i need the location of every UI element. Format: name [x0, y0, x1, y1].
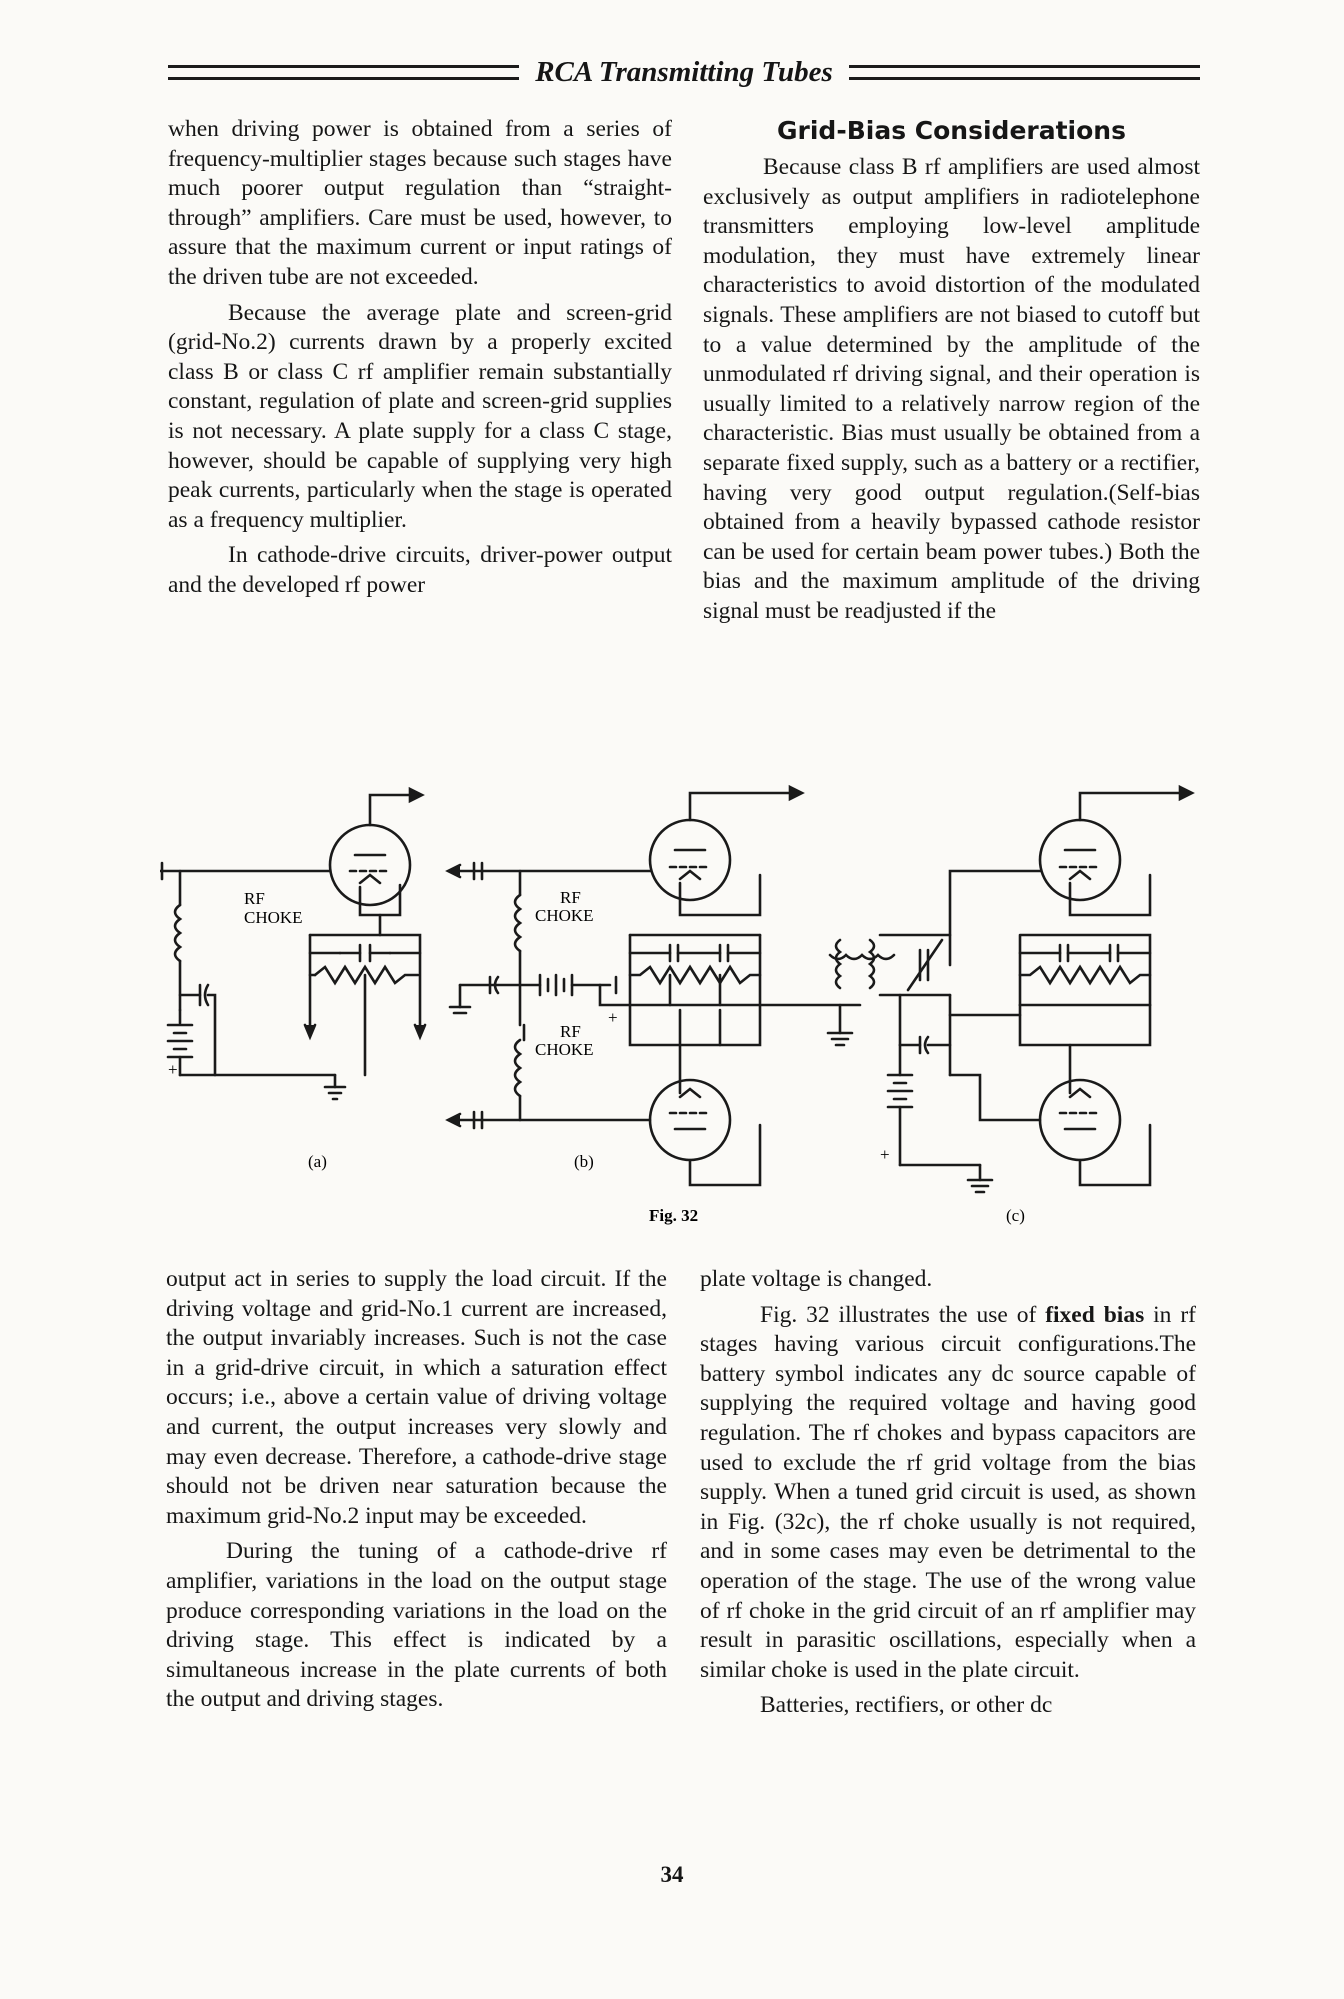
- left-column-top: [168, 115, 672, 601]
- paragraph: Batteries, rectifiers, or other dc: [760, 1692, 1053, 1719]
- label-choke-b2: CHOKE: [535, 1040, 594, 1059]
- label-choke-a: CHOKE: [244, 908, 303, 927]
- section-heading: Grid-Bias Considerations: [777, 116, 1126, 145]
- battery-c: [888, 1045, 912, 1165]
- label-rf-b2: RF: [560, 1022, 581, 1041]
- right-column-top: [703, 115, 1200, 627]
- paragraph: [700, 1301, 1196, 1686]
- label-plus-a: +: [168, 1060, 178, 1079]
- label-rf-b1: RF: [560, 888, 581, 907]
- rf-choke-a: [175, 905, 180, 961]
- figure-caption: Fig. 32: [649, 1206, 699, 1225]
- paragraph: In cathode-drive circuits, driver-power output and the developed rf power: [168, 542, 672, 598]
- battery-b: [520, 975, 600, 995]
- right-column-bottom: [700, 1265, 1196, 1721]
- label-plus-c: +: [880, 1145, 890, 1164]
- running-header-title: RCA Transmitting Tubes: [535, 55, 833, 88]
- label-b: (b): [574, 1152, 594, 1171]
- coupling-coil: [830, 955, 894, 959]
- page-number: 34: [660, 1862, 684, 1887]
- variable-capacitor-arrow: [908, 940, 942, 990]
- label-plus-b: +: [608, 1008, 618, 1027]
- circuit-c: [830, 787, 1192, 1192]
- label-rf-a: RF: [244, 889, 265, 908]
- label-choke-b1: CHOKE: [535, 906, 594, 925]
- header-rule-left: [168, 65, 519, 80]
- label-c: (c): [1006, 1206, 1025, 1225]
- paragraph: output act in series to supply the load circuit. If the driving voltage and grid-No.1 current are increased, the output invariably increases. Such is not the case in a grid-drive circuit, in which a saturation effect occurs; i.e., above a certain value of driving voltage and current, the output increases very slowly and may even decrease. Therefore, a cathode-drive stage should not be driven near saturation because the maximum grid-No.2 input may be exceeded.: [166, 1266, 667, 1529]
- rf-choke-b-upper: [515, 895, 520, 951]
- left-column-bottom: [166, 1265, 667, 1715]
- triode-tube-b-lower: [650, 1080, 730, 1160]
- bold-term: fixed bias: [1045, 1301, 1145, 1328]
- circuit-b: [448, 787, 860, 1185]
- rf-choke-b-lower: [515, 1040, 520, 1096]
- header-rule-right: [849, 65, 1200, 80]
- paragraph: Because class B rf amplifiers are used almost exclusively as output amplifiers in radiotelephone transmitters employing low-level amplitude modulation, they must have extremely linear characteristics to avoid distortion of the modulated signals. These amplifiers are not biased to cutoff but to a value determined by the amplitude of the unmodulated rf driving signal, and their operation is usually limited to a relatively narrow region of the characteristic. Bias must usually be obtained from a separate fixed supply, such as a battery or a rectifier, having very good output regulation.(Self-bias obtained from a heavily bypassed cathode resistor can be used for certain beam power tubes.) Both the bias and the maximum amplitude of the driving signal must be readjusted if the: [703, 154, 1200, 624]
- paragraph: when driving power is obtained from a series of frequency-multiplier stages because such stages have much poorer output regulation than “straight-through” amplifiers. Care must be used, however, to assure that the maximum current or input ratings of the driven tube are not exceeded.: [168, 116, 672, 290]
- circuit-a: [160, 789, 425, 1099]
- label-a: (a): [308, 1152, 327, 1171]
- paragraph: Because the average plate and screen-grid (grid-No.2) currents drawn by a properly excited class B or class C rf amplifier remain substantially constant, regulation of plate and screen-grid supplies is not necessary. A plate supply for a class C stage, however, should be capable of supplying very high peak currents, particularly when the stage is operated as a frequency multiplier.: [168, 299, 672, 533]
- triode-tube-b-upper: [650, 820, 730, 900]
- paragraph: During the tuning of a cathode-drive rf amplifier, variations in the load on the output stage produce corresponding variations in the load on the driving stage. This effect is indicated by a simultaneous increase in the plate currents of both the output and driving stages.: [166, 1538, 667, 1713]
- circuit-figure: [160, 775, 1220, 1235]
- text-span: in rf stages having various circuit configurations.The battery symbol indicates any dc source capable of supplying the required voltage and having good regulation. The rf chokes and bypass capacitors are used to exclude the rf grid voltage from the bias supply. When a tuned grid circuit is used, as shown in Fig. (32c), the rf choke usually is not required, and in some cases may even be detrimental to the operation of the stage. The use of the wrong value of rf choke in the grid circuit of an rf amplifier may result in parasitic oscillations, especially when a similar choke is used in the plate circuit.: [700, 1301, 1196, 1683]
- triode-tube-c-upper: [1040, 820, 1120, 900]
- running-header: [168, 52, 1200, 92]
- tuned-grid-coil: [870, 940, 874, 988]
- paragraph: plate voltage is changed.: [700, 1266, 933, 1292]
- triode-tube-c-lower: [1040, 1080, 1120, 1160]
- text-span: Fig. 32 illustrates the use of: [760, 1301, 1046, 1328]
- triode-tube-a: [330, 825, 410, 905]
